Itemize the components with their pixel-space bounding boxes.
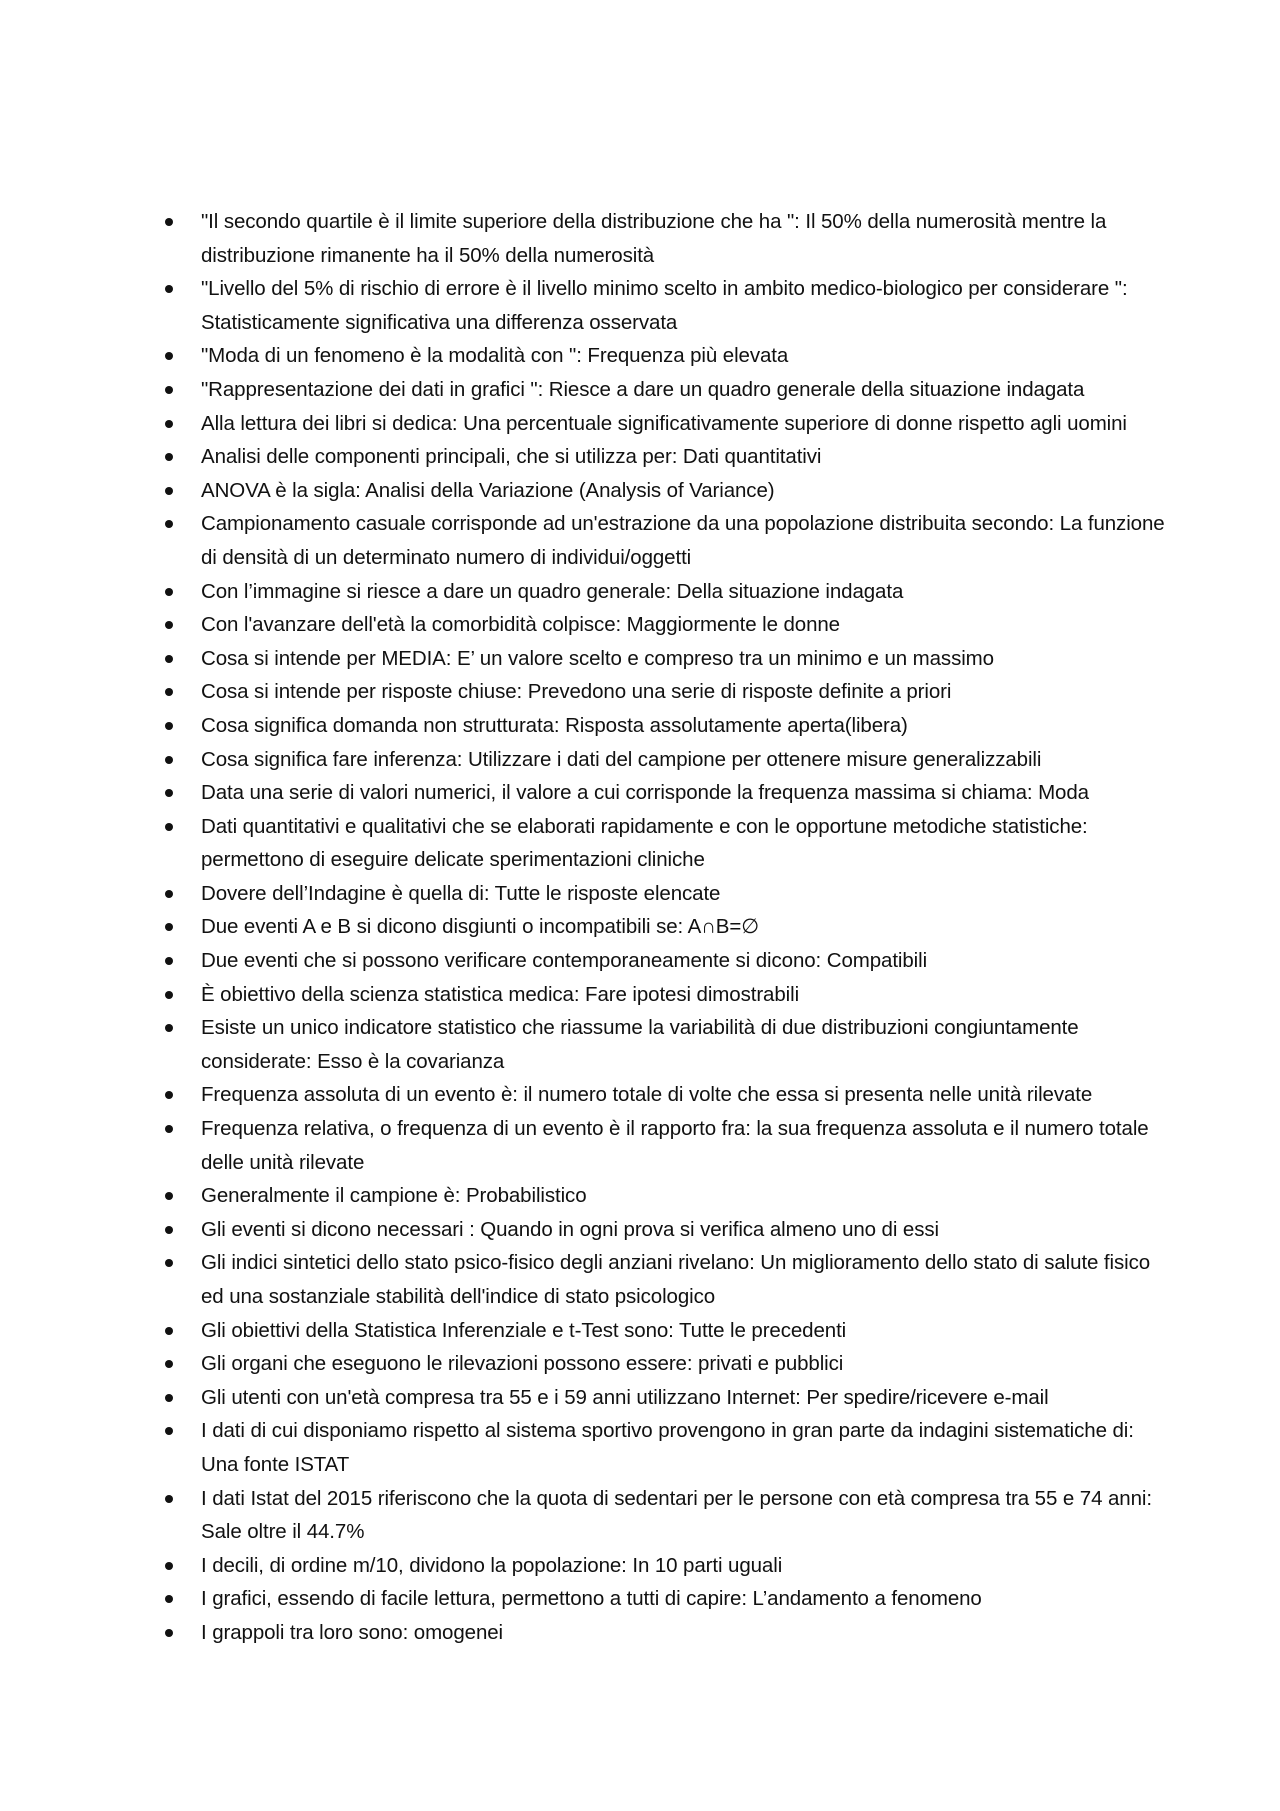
list-item [165, 407, 1165, 441]
list-item [165, 743, 1165, 777]
list-item-text: Gli organi che eseguono le rilevazioni possono essere: privati e pubblici [201, 1352, 844, 1376]
list-item [165, 978, 1165, 1012]
list-item-text: Gli eventi si dicono necessari : Quando in ogni prova si verifica almeno uno di essi [201, 1217, 939, 1241]
list-item [165, 642, 1165, 676]
list-item [165, 1011, 1165, 1078]
bullet-point-icon [165, 789, 173, 797]
bullet-point-icon [165, 688, 173, 696]
list-item-text: Esiste un unico indicatore statistico che riassume la variabilità di due distribuzioni congiuntamente considerate: Esso è la covarianza [201, 1016, 1079, 1073]
bullet-point-icon [165, 1125, 173, 1133]
bullet-point-icon [165, 1327, 173, 1335]
list-item [165, 507, 1165, 574]
list-item [165, 1347, 1165, 1381]
list-item [165, 440, 1165, 474]
list-item [165, 608, 1165, 642]
list-item [165, 776, 1165, 810]
bullet-point-icon [165, 487, 173, 495]
list-item [165, 1179, 1165, 1213]
bullet-point-icon [165, 722, 173, 730]
bullet-point-icon [165, 1629, 173, 1637]
bullet-point-icon [165, 756, 173, 764]
list-item [165, 675, 1165, 709]
list-item-text: I grappoli tra loro sono: omogenei [201, 1620, 504, 1644]
list-item-text: Analisi delle componenti principali, che si utilizza per: Dati quantitativi [201, 445, 822, 469]
list-item-text: Due eventi che si possono verificare contemporaneamente si dicono: Compatibili [201, 949, 928, 973]
list-item [165, 709, 1165, 743]
list-item-text: Frequenza assoluta di un evento è: il numero totale di volte che essa si presenta nelle unità rilevate [201, 1083, 1093, 1107]
list-item-text: I decili, di ordine m/10, dividono la popolazione: In 10 parti uguali [201, 1553, 783, 1577]
list-item-text: Dovere dell’Indagine è quella di: Tutte le risposte elencate [201, 881, 721, 905]
list-item [165, 910, 1165, 944]
bullet-point-icon [165, 991, 173, 999]
bullet-point-icon [165, 957, 173, 965]
list-item [165, 810, 1165, 877]
bullet-point-icon [165, 823, 173, 831]
list-item-text: Alla lettura dei libri si dedica: Una percentuale significativamente superiore di donne rispetto agli uomini [201, 411, 1127, 435]
list-item-text: Gli obiettivi della Statistica Inferenziale e t-Test sono: Tutte le precedenti [201, 1318, 847, 1342]
list-item-text: Con l’immagine si riesce a dare un quadro generale: Della situazione indagata [201, 579, 904, 603]
list-item-text: Frequenza relativa, o frequenza di un evento è il rapporto fra: la sua frequenza assoluta e il numero totale delle unità rilevate [201, 1117, 1149, 1174]
list-item [165, 877, 1165, 911]
bullet-point-icon [165, 285, 173, 293]
bullet-list [165, 205, 1165, 1650]
list-item [165, 272, 1165, 339]
bullet-point-icon [165, 588, 173, 596]
bullet-point-icon [165, 453, 173, 461]
bullet-point-icon [165, 1024, 173, 1032]
list-item-text: Dati quantitativi e qualitativi che se elaborati rapidamente e con le opportune metodiche statistiche: permettono di eseguire delicate sperimentazioni cliniche [201, 814, 1088, 872]
bullet-point-icon [165, 520, 173, 528]
list-item [165, 1482, 1165, 1549]
bullet-point-icon [165, 1192, 173, 1200]
bullet-point-icon [165, 621, 173, 629]
list-item [165, 1213, 1165, 1247]
list-item [165, 1549, 1165, 1583]
list-item [165, 1381, 1165, 1415]
list-item-text: "Moda di un fenomeno è la modalità con ": Frequenza più elevata [201, 344, 789, 368]
bullet-point-icon [165, 1495, 173, 1503]
bullet-point-icon [165, 1394, 173, 1402]
list-item-text: "Livello del 5% di rischio di errore è il livello minimo scelto in ambito medico-biologico per considerare ": Statisticamente significativa una differenza osservata [201, 277, 1128, 334]
list-item-text: Cosa significa fare inferenza: Utilizzare i dati del campione per ottenere misure generalizzabili [201, 747, 1042, 771]
list-item-text: Gli indici sintetici dello stato psico-fisico degli anziani rivelano: Un miglioramento dello stato di salute fisico ed una sostanziale stabilità dell'indice di stato psicologico [201, 1251, 1151, 1308]
list-item [165, 1616, 1165, 1650]
bullet-point-icon [165, 1091, 173, 1099]
bullet-point-icon [165, 386, 173, 394]
list-item-text: ANOVA è la sigla: Analisi della Variazione (Analysis of Variance) [201, 478, 775, 502]
list-item [165, 339, 1165, 373]
list-item-text: Campionamento casuale corrisponde ad un'estrazione da una popolazione distribuita secondo: La funzione di densità di un determinato numero di individui/oggetti [201, 512, 1165, 569]
bullet-point-icon [165, 1226, 173, 1234]
list-item-text: Gli utenti con un'età compresa tra 55 e i 59 anni utilizzano Internet: Per spedire/ricevere e-mail [201, 1385, 1049, 1409]
list-item-text: "Rappresentazione dei dati in grafici ": Riesce a dare un quadro generale della situazione indagata [201, 377, 1085, 401]
list-item [165, 373, 1165, 407]
list-item [165, 205, 1165, 272]
list-item-text: Con l'avanzare dell'età la comorbidità colpisce: Maggiormente le donne [201, 613, 840, 637]
list-item [165, 1112, 1165, 1179]
list-item [165, 1078, 1165, 1112]
bullet-point-icon [165, 218, 173, 226]
list-item [165, 1582, 1165, 1616]
list-item-text: I grafici, essendo di facile lettura, permettono a tutti di capire: L’andamento a fenomeno [201, 1587, 982, 1611]
list-item-text: "Il secondo quartile è il limite superiore della distribuzione che ha ": Il 50% della numerosità mentre la distribuzione rimanente ha il 50% della numerosità [201, 210, 1107, 267]
list-item-text: Generalmente il campione è: Probabilistico [201, 1184, 587, 1208]
bullet-point-icon [165, 352, 173, 360]
list-item-text: I dati di cui disponiamo rispetto al sistema sportivo provengono in gran parte da indagini sistematiche di: Una fonte ISTAT [201, 1419, 1134, 1476]
list-item-text: Data una serie di valori numerici, il valore a cui corrisponde la frequenza massima si chiama: Moda [201, 781, 1089, 805]
list-item [165, 575, 1165, 609]
bullet-point-icon [165, 1259, 173, 1267]
bullet-point-icon [165, 1360, 173, 1368]
bullet-point-icon [165, 1595, 173, 1603]
bullet-point-icon [165, 1562, 173, 1570]
list-item [165, 1314, 1165, 1348]
list-item-text: È obiettivo della scienza statistica medica: Fare ipotesi dimostrabili [201, 982, 800, 1006]
bullet-point-icon [165, 655, 173, 663]
list-item [165, 1414, 1165, 1481]
list-item-text: Due eventi A e B si dicono disgiunti o incompatibili se: A∩B=∅ [201, 915, 760, 939]
list-item-text: Cosa si intende per MEDIA: E’ un valore scelto e compreso tra un minimo e un massimo [201, 646, 994, 670]
bullet-point-icon [165, 1427, 173, 1435]
list-item [165, 944, 1165, 978]
list-item [165, 1246, 1165, 1313]
list-item [165, 474, 1165, 508]
list-item-text: I dati Istat del 2015 riferiscono che la quota di sedentari per le persone con età compresa tra 55 e 74 anni: Sale oltre il 44.7% [201, 1486, 1152, 1544]
list-item-text: Cosa significa domanda non strutturata: Risposta assolutamente aperta(libera) [201, 713, 908, 737]
bullet-point-icon [165, 923, 173, 931]
bullet-point-icon [165, 890, 173, 898]
list-item-text: Cosa si intende per risposte chiuse: Prevedono una serie di risposte definite a priori [201, 680, 952, 704]
bullet-point-icon [165, 420, 173, 428]
